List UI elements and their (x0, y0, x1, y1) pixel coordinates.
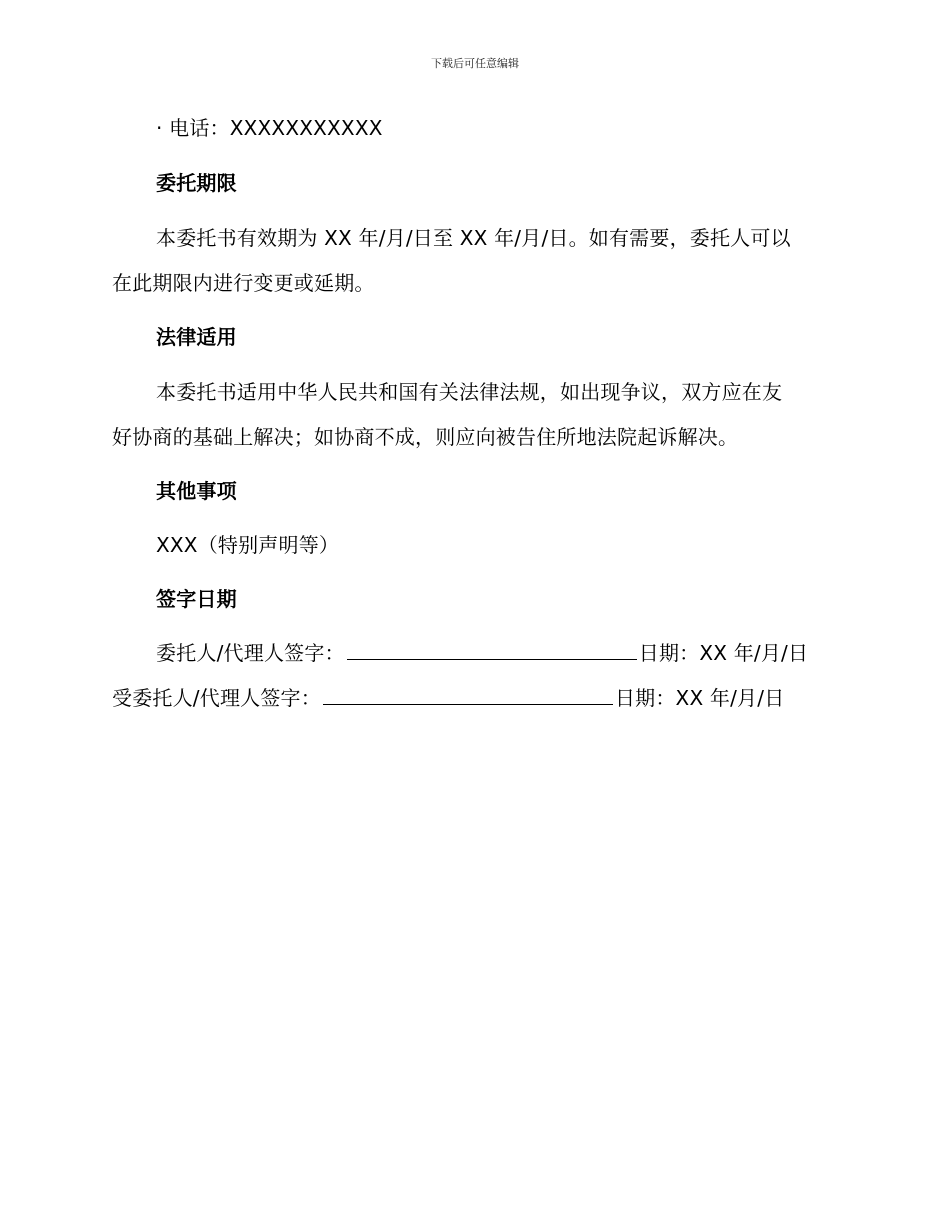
principal-signature-line (156, 641, 886, 665)
phone-line: · 电话：XXXXXXXXXXX (156, 116, 383, 140)
term-paragraph-line-2: 在此期限内进行变更或延期。 (112, 271, 375, 295)
agent-signature-blank[interactable] (323, 686, 613, 705)
law-paragraph-line-1: 本委托书适用中华人民共和国有关法律法规，如出现争议，双方应在友 (156, 380, 783, 404)
page-header: 下载后可任意编辑 (431, 57, 519, 70)
agent-date: 日期：XX 年/月/日 (614, 686, 785, 710)
principal-signature-blank[interactable] (347, 641, 637, 660)
principal-signature-label: 委托人/代理人签字： (156, 641, 345, 665)
law-heading: 法律适用 (156, 325, 237, 349)
agent-signature-label: 受委托人/代理人签字： (112, 686, 321, 710)
term-paragraph-line-1: 本委托书有效期为 XX 年/月/日至 XX 年/月/日。如有需要，委托人可以 (156, 226, 791, 250)
agent-signature-line (112, 686, 842, 710)
other-heading: 其他事项 (156, 479, 237, 503)
term-heading: 委托期限 (156, 171, 237, 195)
sign-heading: 签字日期 (156, 587, 237, 611)
law-paragraph-line-2: 好协商的基础上解决；如协商不成，则应向被告住所地法院起诉解决。 (112, 425, 739, 449)
other-text: XXX（特别声明等） (156, 533, 340, 557)
principal-date: 日期：XX 年/月/日 (638, 641, 809, 665)
